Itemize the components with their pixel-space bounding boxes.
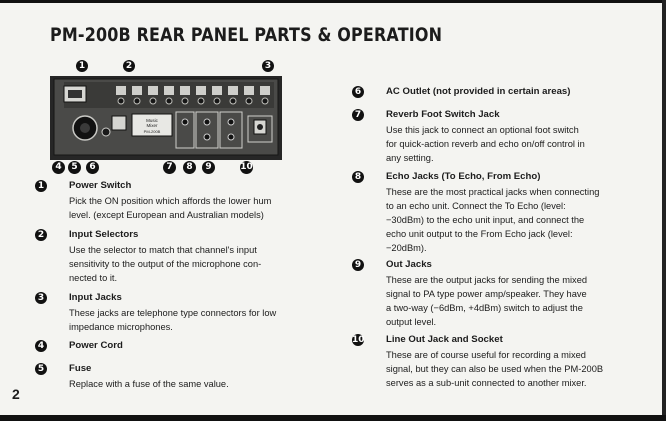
item-line: Pick the ON position which affords the lower hum [69,196,272,206]
item-line: signal, but they can also be used when the PM-200B [386,364,604,374]
bottom-border [0,415,666,421]
figure-label-5: 5 [68,161,81,174]
item-line: These are the output jacks for sending the mixed [386,275,588,285]
item-line-out [352,334,656,390]
top-border [0,0,666,3]
figure-label-2: 2 [123,60,135,72]
item-number: 1 [35,180,47,192]
item-ac-outlet [354,86,656,98]
item-line: These are of course useful for recording a mixed [386,350,586,360]
item-line: to an echo unit. Connect the To Echo (level: [386,201,566,211]
item-line: for quick-action reverb and echo on/off control in [386,139,585,149]
figure-label-6: 6 [86,161,99,174]
item-input-jacks [37,292,339,334]
item-line: sensitivity to the output of the microphone con- [69,259,262,269]
item-line: nected to it. [69,273,118,283]
figure-label-10: 10 [240,162,253,172]
item-number: 8 [352,171,364,183]
item-line: Use the selector to match that channel's input [69,245,257,255]
item-line: impedance microphones. [69,322,173,332]
item-title: Power Switch [69,180,132,191]
page-number: 2 [12,386,20,402]
item-number: 2 [35,229,47,241]
item-number: 10 [352,335,365,345]
figure-label-3: 3 [262,60,274,72]
item-number: 9 [352,259,364,271]
nameplate-line-2: Mixer [146,123,158,128]
item-line: output level. [386,317,437,327]
item-number: 4 [35,340,47,352]
item-line: a two-way (−6dBm, +4dBm) switch to adjust the [386,303,583,313]
item-fuse [37,363,339,391]
item-input-selectors [37,229,339,285]
figure-label-4: 4 [52,161,65,174]
item-line: −30dBm) to the echo unit input, and connect the [386,215,585,225]
item-number: 6 [352,86,364,98]
right-border [662,0,666,421]
item-number: 3 [35,292,47,304]
item-reverb-foot-switch [354,109,656,165]
item-title: Input Jacks [69,292,122,303]
item-out-jacks [354,259,656,329]
item-line: Replace with a fuse of the same value. [69,379,229,389]
item-number: 7 [352,109,364,121]
item-line: These jacks are telephone type connectors for low [69,308,277,318]
item-line: These are the most practical jacks when connecting [386,187,600,197]
item-title: Line Out Jack and Socket [386,334,503,345]
rear-panel-photo [50,76,282,160]
nameplate-line-3: PM-200B [143,129,161,134]
item-title: Reverb Foot Switch Jack [386,109,500,120]
item-line: echo unit output to the From Echo jack (level: [386,229,573,239]
item-title: Echo Jacks (To Echo, From Echo) [386,171,541,182]
item-title: Power Cord [69,340,123,351]
item-power-switch [37,180,339,222]
item-title: Fuse [69,363,92,374]
item-line: level. (except European and Australian models) [69,210,264,220]
item-line: −20dBm). [386,243,427,253]
item-title: AC Outlet (not provided in certain areas) [386,86,571,97]
item-line: any setting. [386,153,434,163]
item-title: Out Jacks [386,259,432,270]
item-line: serves as a sub-unit connected to another mixer. [386,378,587,388]
item-line: Use this jack to connect an optional foot switch [386,125,579,135]
figure-label-7: 7 [163,161,176,174]
item-title: Input Selectors [69,229,139,240]
item-number: 5 [35,363,47,375]
figure-label-8: 8 [183,161,196,174]
item-power-cord [37,340,339,352]
figure-label-9: 9 [202,161,215,174]
item-echo-jacks [354,171,656,255]
page-title: PM-200B REAR PANEL PARTS & OPERATION [50,24,443,46]
item-line: signal to PA type power amp/speaker. They have [386,289,587,299]
figure-label-1: 1 [76,60,88,72]
nameplate-line-1: Music [146,118,158,123]
